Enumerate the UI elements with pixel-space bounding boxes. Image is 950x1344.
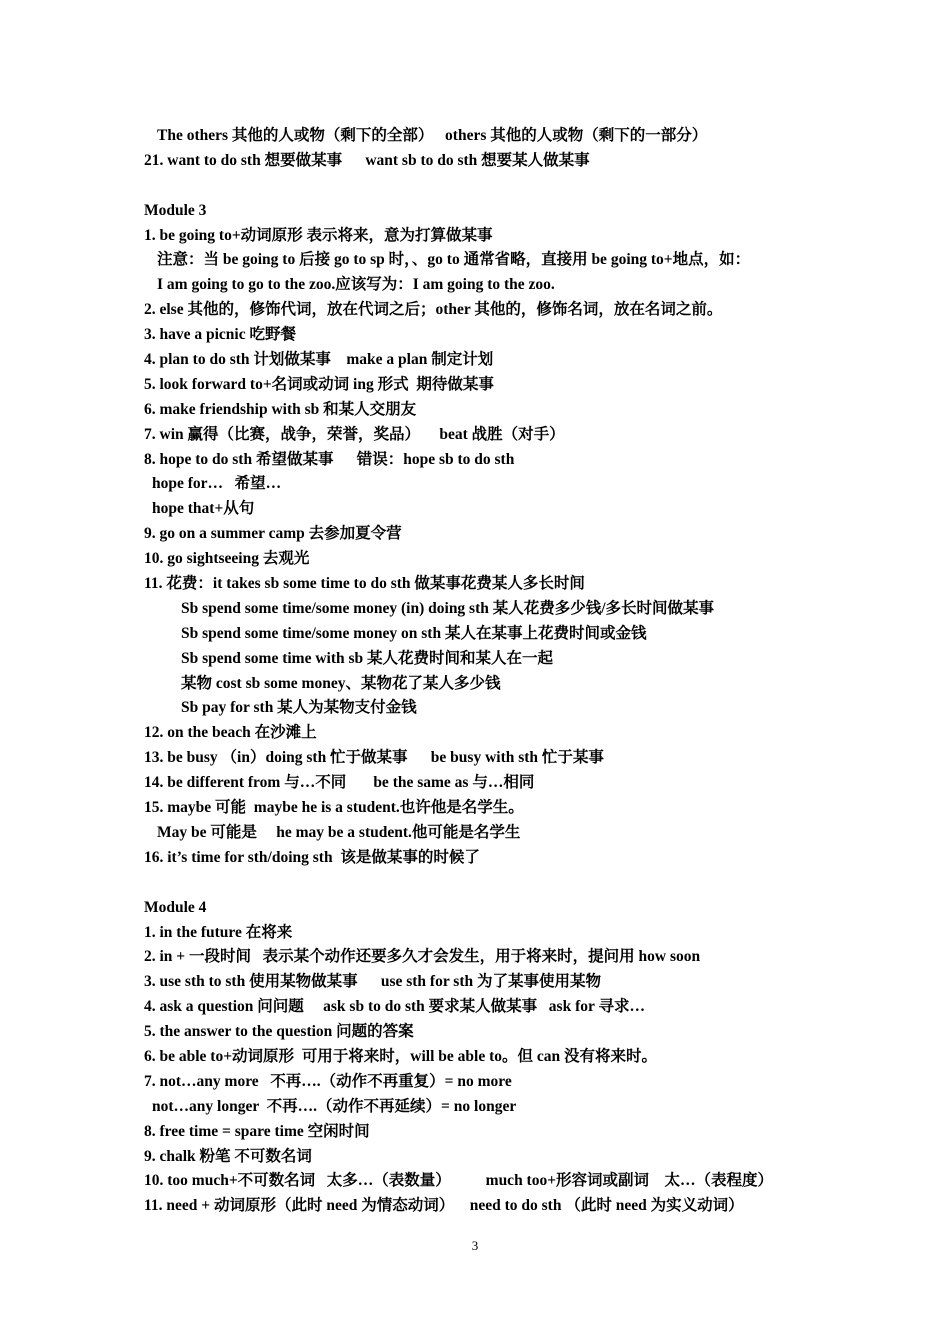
text-line: 4. ask a question 问问题 ask sb to do sth 要求某人做某事 ask for 寻求… [144, 998, 645, 1016]
text-line: 1. in the future 在将来 [144, 923, 293, 941]
text-line: 1. be going to+动词原形 表示将来，意为打算做某事 [144, 226, 493, 244]
text-line: The others 其他的人或物（剩下的全部） others 其他的人或物（剩下的一部分） [157, 127, 708, 144]
text-line: I am going to go to the zoo.应该写为：I am going to the zoo. [157, 276, 555, 294]
text-line: hope for… 希望… [152, 475, 282, 493]
text-line: 7. win 赢得（比赛，战争，荣誉，奖品） beat 战胜（对手） [144, 425, 565, 443]
text-line: 8. free time = spare time 空闲时间 [144, 1122, 370, 1140]
text-line: hope that+从句 [152, 500, 255, 518]
section-heading: Module 3 [144, 201, 207, 219]
text-line: Sb spend some time with sb 某人花费时间和某人在一起 [181, 649, 554, 667]
text-line: Sb spend some time/some money on sth 某人在某事上花费时间或金钱 [181, 624, 647, 642]
text-line: 9. go on a summer camp 去参加夏令营 [144, 525, 402, 543]
text-line: 3. have a picnic 吃野餐 [144, 326, 296, 344]
text-line: 6. be able to+动词原形 可用于将来时，will be able to。但 can 没有将来时。 [144, 1047, 658, 1065]
text-line: Sb pay for sth 某人为某物支付金钱 [181, 699, 417, 717]
text-line: 4. plan to do sth 计划做某事 make a plan 制定计划 [144, 351, 494, 369]
text-line: 6. make friendship with sb 和某人交朋友 [144, 400, 417, 418]
text-line: 13. be busy （in）doing sth 忙于做某事 be busy with sth 忙于某事 [144, 749, 604, 767]
text-line: 2. in + 一段时间 表示某个动作还要多久才会发生，用于将来时，提问用 how soon [144, 948, 701, 966]
text-line: 10. too much+不可数名词 太多…（表数量） much too+形容词或副词 太…（表程度） [144, 1172, 774, 1190]
text-line: 11. need + 动词原形（此时 need 为情态动词） need to do sth （此时 need 为实义动词） [144, 1197, 744, 1215]
page-number: 3 [471, 1238, 479, 1253]
text-line: 3. use sth to sth 使用某物做某事 use sth for sth 为了某事使用某物 [144, 973, 601, 991]
section-heading: Module 4 [144, 898, 207, 916]
blank-line [144, 871, 844, 896]
text-line: not…any longer 不再….（动作不再延续）= no longer [152, 1097, 517, 1115]
text-line: May be 可能是 he may be a student.他可能是名学生 [157, 823, 521, 841]
text-line: 12. on the beach 在沙滩上 [144, 724, 317, 742]
text-line: Sb spend some time/some money (in) doing sth 某人花费多少钱/多长时间做某事 [181, 599, 715, 617]
text-line: 10. go sightseeing 去观光 [144, 550, 310, 568]
text-line: 14. be different from 与…不同 be the same as 与…相同 [144, 774, 535, 792]
text-line: 11. 花费：it takes sb some time to do sth 做某事花费某人多长时间 [144, 575, 585, 593]
text-line: 7. not…any more 不再….（动作不再重复）= no more [144, 1072, 512, 1090]
text-line: 2. else 其他的，修饰代词，放在代词之后；other 其他的，修饰名词，放在名词之前。 [144, 301, 723, 319]
blank-line [144, 174, 844, 199]
text-line: 21. want to do sth 想要做某事 want sb to do sth 想要某人做某事 [144, 151, 590, 169]
text-line: 5. look forward to+名词或动词 ing 形式 期待做某事 [144, 375, 494, 393]
text-line: 15. maybe 可能 maybe he is a student.也许他是名学生。 [144, 799, 524, 817]
text-line: 5. the answer to the question 问题的答案 [144, 1023, 414, 1041]
text-line: 16. it’s time for sth/doing sth 该是做某事的时候了 [144, 848, 480, 866]
text-line: 8. hope to do sth 希望做某事 错误：hope sb to do sth [144, 450, 515, 468]
text-line: 某物 cost sb some money、某物花了某人多少钱 [181, 674, 501, 692]
text-line: 9. chalk 粉笔 不可数名词 [144, 1147, 312, 1165]
document-body [144, 124, 844, 1219]
text-line: 注意：当 be going to 后接 go to sp 时，、go to 通常省略，直接用 be going to+地点，如： [157, 251, 751, 269]
